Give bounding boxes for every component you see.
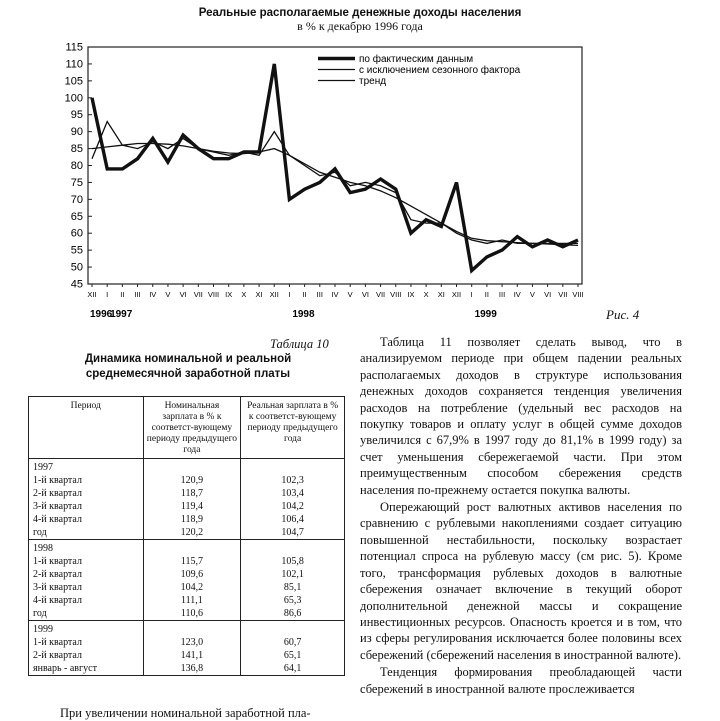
chart-subtitle: в % к декабрю 1996 года — [297, 19, 423, 33]
table-period-cell: 2-й квартал — [29, 487, 144, 500]
table-row — [29, 607, 345, 621]
x-tick-label: IV — [149, 290, 157, 299]
x-tick-label: XII — [87, 290, 97, 299]
table-period-cell: 2-й квартал — [29, 649, 144, 662]
table-row — [29, 594, 345, 607]
table-real-cell: 102,1 — [241, 568, 345, 581]
x-tick-label: X — [241, 290, 247, 299]
x-tick-label: IX — [225, 290, 233, 299]
table-period-cell: 4-й квартал — [29, 594, 144, 607]
table-nominal-cell: 111,1 — [143, 594, 241, 607]
table-row — [29, 513, 345, 526]
table-row — [29, 487, 345, 500]
x-tick-label: VIII — [572, 290, 584, 299]
y-tick-label: 60 — [70, 227, 83, 240]
table-period-cell: 4-й квартал — [29, 513, 144, 526]
table-nominal-cell: 118,7 — [143, 487, 241, 500]
x-tick-label: IX — [407, 290, 415, 299]
table-year-row — [29, 459, 345, 475]
table-year: 1998 — [29, 540, 144, 556]
y-tick-label: 75 — [70, 176, 83, 189]
x-tick-label: IV — [513, 290, 521, 299]
chart-title: Реальные располагаемые денежные доходы населения — [198, 7, 522, 19]
table-nominal-cell: 104,2 — [143, 581, 241, 594]
x-tick-label: II — [484, 290, 489, 299]
table-caption: Таблица 10 — [270, 337, 329, 351]
table-row — [29, 636, 345, 649]
table-row — [29, 568, 345, 581]
figure-label: Рис. 4 — [606, 307, 640, 322]
x-tick-label: V — [165, 290, 171, 299]
x-tick-label: II — [120, 290, 125, 299]
table-period-cell: 3-й квартал — [29, 581, 144, 594]
y-tick-label: 55 — [70, 244, 83, 257]
legend-label: с исключением сезонного фактора — [359, 65, 521, 76]
year-label: 1996 — [90, 309, 113, 320]
x-tick-label: II — [302, 290, 307, 299]
y-tick-label: 65 — [70, 210, 83, 223]
x-tick-label: VIII — [390, 290, 402, 299]
header-nominal: Номинальная зарплата в % к соответст-вующему периоду предыдущего года — [143, 397, 241, 459]
y-tick-label: 45 — [70, 278, 83, 291]
paragraph: Опережающий рост валютных активов населения по сравнению с рублевыми накоплениями создает ситуацию повышенной нестабильности, поскольку возрастает потенциал спроса на рублевую массу (см рис. 5). Кроме того, трансформация рублевых доходов в валютные сбережения означает включение в текущий оборот дополнительной денежной массы и сокращение инвестиционных ресурсов. Опасность кроется и в том, что из сферы регулирования исключается более половины всех сбережений (сбережений населения в иностранной валюте). — [360, 500, 682, 662]
y-tick-label: 115 — [65, 41, 83, 54]
left-column-text: При увеличении номинальной заработной пла- — [60, 706, 311, 720]
table-cell-empty — [241, 459, 345, 475]
income-line-chart — [0, 0, 720, 330]
table-year: 1999 — [29, 621, 144, 637]
table-real-cell: 86,6 — [241, 607, 345, 621]
table-title-line1: Динамика номинальной и реальной — [84, 353, 292, 365]
table-cell-empty — [143, 459, 241, 475]
y-tick-label: 85 — [70, 143, 83, 156]
table-row — [29, 474, 345, 487]
table-row — [29, 555, 345, 568]
table-nominal-cell: 118,9 — [143, 513, 241, 526]
table-real-cell: 106,4 — [241, 513, 345, 526]
table-nominal-cell: 119,4 — [143, 500, 241, 513]
x-tick-label: III — [316, 290, 323, 299]
paragraph: Тенденция формирования преобладающей части сбережений в иностранной валюте прослеживается — [360, 665, 682, 696]
table-period-cell: 1-й квартал — [29, 636, 144, 649]
y-tick-label: 110 — [65, 58, 83, 71]
table-period-cell: 1-й квартал — [29, 474, 144, 487]
y-tick-label: 70 — [70, 193, 83, 206]
x-tick-label: VI — [544, 290, 552, 299]
table-row — [29, 662, 345, 676]
paragraph: Таблица 11 позволяет сделать вывод, что в анализируемом периоде при общем падении реальных располагаемых доходов в структуре использования денежных доходов сохраняется тенденция увеличения расходов на потребление (удельный вес расходов на покупку товаров и оплату услуг в общей сумме доходов увеличился с 67,9% в 1997 году до 81,1% в 1999 году) за счет уменьшения сбережегаемой части. При этом преимущественным способом сбережения средств населения по-прежнему остается покупка валюты. — [360, 335, 682, 497]
y-tick-label: 105 — [64, 75, 83, 88]
table-header-row — [29, 397, 345, 459]
table-nominal-cell: 109,6 — [143, 568, 241, 581]
x-tick-label: I — [470, 290, 473, 299]
y-tick-label: 100 — [64, 92, 83, 105]
table-row — [29, 581, 345, 594]
x-tick-label: VI — [179, 290, 187, 299]
x-tick-label: V — [529, 290, 535, 299]
x-tick-label: VII — [193, 290, 203, 299]
table-row — [29, 526, 345, 540]
table-real-cell: 65,3 — [241, 594, 345, 607]
series-line-0 — [92, 64, 578, 271]
header-real: Реальная зарплата в % к соответст-вующему периоду предыдущего года — [241, 397, 345, 459]
table-period-cell: январь - август — [29, 662, 144, 676]
x-tick-label: XI — [437, 290, 445, 299]
table-cell-empty — [143, 621, 241, 637]
year-label: 1997 — [110, 309, 133, 320]
y-tick-label: 90 — [70, 126, 83, 139]
table-real-cell: 102,3 — [241, 474, 345, 487]
y-tick-label: 50 — [70, 261, 83, 274]
plot-frame — [88, 47, 582, 284]
table-period-cell: год — [29, 526, 144, 540]
table-nominal-cell: 120,2 — [143, 526, 241, 540]
table-nominal-cell: 110,6 — [143, 607, 241, 621]
x-tick-label: III — [134, 290, 141, 299]
table-row — [29, 500, 345, 513]
table-cell-empty — [241, 540, 345, 556]
table-period-cell: 3-й квартал — [29, 500, 144, 513]
x-tick-label: VII — [558, 290, 568, 299]
table-nominal-cell: 123,0 — [143, 636, 241, 649]
table-row — [29, 649, 345, 662]
table-real-cell: 103,4 — [241, 487, 345, 500]
x-tick-label: XII — [269, 290, 279, 299]
x-tick-label: XI — [255, 290, 263, 299]
table-real-cell: 60,7 — [241, 636, 345, 649]
table-real-cell: 85,1 — [241, 581, 345, 594]
x-tick-label: III — [498, 290, 506, 299]
x-tick-label: V — [347, 290, 353, 299]
table-nominal-cell: 115,7 — [143, 555, 241, 568]
table-period-cell: 2-й квартал — [29, 568, 144, 581]
table-real-cell: 64,1 — [241, 662, 345, 676]
table-real-cell: 105,8 — [241, 555, 345, 568]
x-tick-label: VIII — [207, 290, 220, 299]
x-tick-label: IV — [331, 290, 339, 299]
table-year: 1997 — [29, 459, 144, 475]
year-label: 1999 — [474, 309, 497, 320]
table-title-line2: среднемесячной заработной платы — [85, 368, 291, 380]
table-year-row — [29, 540, 345, 556]
table-cell-empty — [143, 540, 241, 556]
table-real-cell: 65,1 — [241, 649, 345, 662]
legend-label: по фактическим данным — [359, 54, 474, 65]
table-real-cell: 104,2 — [241, 500, 345, 513]
wage-table — [28, 396, 345, 676]
y-tick-label: 95 — [70, 109, 83, 122]
table-nominal-cell: 136,8 — [143, 662, 241, 676]
right-column-text — [360, 334, 682, 697]
year-label: 1998 — [292, 309, 315, 320]
table-cell-empty — [241, 621, 345, 637]
x-tick-label: XII — [451, 290, 462, 299]
x-tick-label: I — [288, 290, 291, 299]
table-year-row — [29, 621, 345, 637]
table-nominal-cell: 141,1 — [143, 649, 241, 662]
header-period: Период — [29, 397, 144, 459]
table-period-cell: 1-й квартал — [29, 555, 144, 568]
table-nominal-cell: 120,9 — [143, 474, 241, 487]
x-tick-label: VII — [375, 290, 386, 299]
table-title — [20, 352, 356, 382]
x-tick-label: VI — [361, 290, 369, 299]
x-tick-label: X — [423, 290, 429, 299]
table-period-cell: год — [29, 607, 144, 621]
y-tick-label: 80 — [70, 160, 83, 172]
legend-label: тренд — [359, 76, 387, 87]
series-line-1 — [92, 122, 578, 244]
x-tick-label: I — [106, 290, 109, 299]
table-real-cell: 104,7 — [241, 526, 345, 540]
